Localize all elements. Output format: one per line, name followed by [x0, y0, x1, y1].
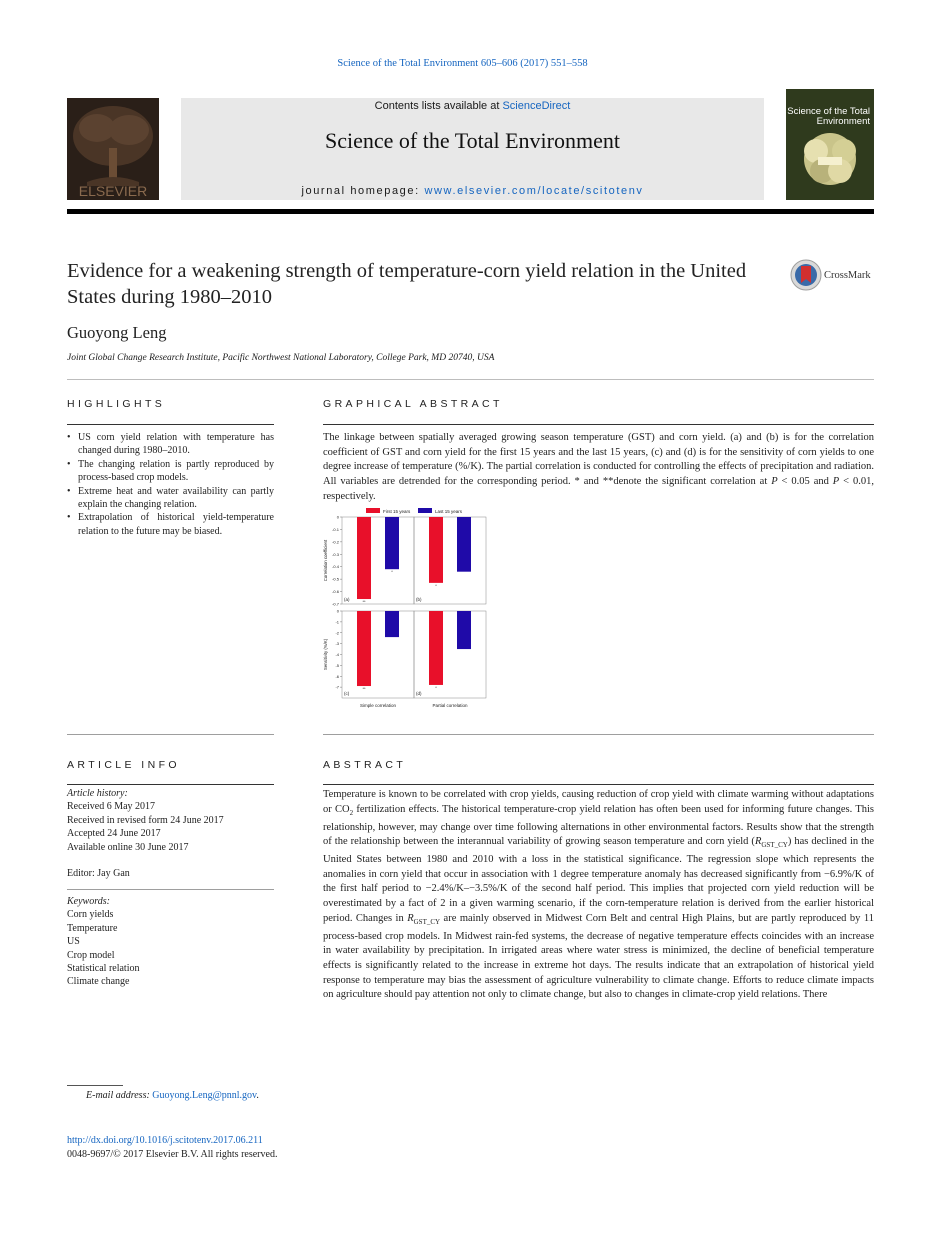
abstract-text: Temperature is known to be correlated with crop yields, causing reduction of crop yield with climate warming without adaptations or $CO_2$ fertilization effects. The historical temperature-crop yield relation has often been used for informing future changes. This relationship, however, may change over time following alternations in other environmental factors. Results show that the strength of the relationship between the interannual variability of growing season temperature and corn yield $(R_{GST\_CY})$ has declined in the United States between 1980 and 2010 with a loss in the statistical significance. The regression slope which represents the anomalies in corn yield that occur in association with 1 degree temperature anomaly has decreased significantly from −6.9%/K of the first half period to −2.4%/K–−3.5%/K of the second half period. This implies that projected corn yield reduction will be overestimated by a fact of 2 in a given warming scenario, if the corn-temperature relation is derived from the earlier historical period. Changes in $R_{GST\_CY}$ are mainly observed in Midwest Corn Belt and central High Plains, but are partly reproduced by 11 process-based crop models. In Midwest rain-fed systems, the decrease of negative temperature effects coincides with an increase in water availability by precipitation. In irrigated areas where water stress is minimized, the decline of beneficial temperature effects is significantly related to the increase in extreme hot days. The results indicate that an extrapolation of historical yield response to temperature may bias the assessment of agriculture vulnerability to climate change. Efforts to reduce climate impacts on agriculture should pay attention not only to climate change, but also to changes in climate-crop yield relations. There: [323, 789, 874, 1001]
keywords-rule: [67, 889, 274, 890]
article-info-rule: [67, 784, 274, 785]
bar-last-15-years: [385, 611, 399, 637]
panel-label: (b): [416, 597, 422, 602]
chart-panel-frame: [342, 611, 414, 698]
article-title: Evidence for a weakening strength of temperature-corn yield relation in the United States during 1980–2010: [67, 260, 747, 308]
email-link[interactable]: Guoyong.Leng@pnnl.gov: [152, 1090, 257, 1101]
graphical-abstract-rule: [323, 424, 874, 425]
revised-date: Received in revised form 24 June 2017: [67, 814, 224, 826]
keywords-label: Keywords:: [67, 896, 110, 907]
accepted-date: Accepted 24 June 2017: [67, 828, 161, 840]
legend-label-last: Last 15 years: [435, 509, 463, 514]
significance-mark: *: [435, 684, 437, 690]
y-axis-label: Correlation coefficient: [323, 539, 328, 582]
legend-swatch-first: [366, 508, 380, 513]
significance-mark: *: [435, 582, 437, 588]
keyword-item: Temperature: [67, 922, 118, 934]
keyword-item: Climate change: [67, 976, 130, 988]
highlights-heading: HIGHLIGHTS: [67, 398, 166, 410]
cover-title: Science of the Total Environment: [787, 106, 870, 127]
doi-link[interactable]: http://dx.doi.org/10.1016/j.scitotenv.2017.06.211: [67, 1135, 263, 1146]
y-tick-label: -1: [335, 619, 339, 625]
chart-panel-frame: [414, 517, 486, 604]
significance-mark: **: [362, 686, 366, 692]
bar-first-15-years: [357, 611, 371, 686]
journal-citation[interactable]: Science of the Total Environment 605–606 (2017) 551–558: [337, 58, 588, 69]
article-info-top-rule: [67, 734, 274, 735]
author-name: Guoyong Leng: [67, 323, 167, 342]
title-divider: [67, 379, 874, 380]
y-tick-label: 0: [336, 608, 339, 614]
y-tick-label: -0.6: [332, 589, 339, 595]
crossmark-label: CrossMark: [824, 270, 871, 281]
crossmark-icon: [790, 259, 822, 291]
copyright-line: 0048-9697/© 2017 Elsevier B.V. All rights reserved.: [67, 1149, 278, 1160]
y-axis-label: Sensitivity (%/K): [323, 638, 328, 671]
crossmark-badge[interactable]: [790, 259, 876, 293]
significance-mark: **: [362, 599, 366, 605]
highlight-item: • The changing relation is partly reproduced by process-based crop models.: [67, 458, 274, 485]
abstract-heading: ABSTRACT: [323, 759, 407, 771]
abstract-rule: [323, 784, 874, 785]
history-label: Article history:: [67, 788, 128, 799]
significance-mark: *: [391, 569, 393, 575]
keyword-item: Corn yields: [67, 909, 114, 921]
highlight-item: • Extrapolation of historical yield-temperature relation to the future may be biased.: [67, 511, 274, 538]
highlights-rule: [67, 424, 274, 425]
x-axis-label-simple: Simple correlation: [359, 703, 397, 708]
y-tick-label: -0.2: [332, 539, 339, 545]
elsevier-logo: [67, 98, 159, 200]
bar-first-15-years: [357, 517, 371, 599]
y-tick-label: -4: [335, 652, 339, 657]
panel-label: (d): [416, 691, 422, 696]
footnote-rule: [67, 1085, 123, 1086]
bar-first-15-years: [429, 611, 443, 685]
legend-label-first: First 15 years: [383, 509, 411, 514]
online-date: Available online 30 June 2017: [67, 841, 189, 853]
bar-last-15-years: [385, 517, 399, 569]
journal-cover: [786, 89, 874, 200]
y-tick-label: -0.4: [332, 564, 339, 570]
x-axis-label-partial: Partial correlation: [432, 703, 468, 708]
sciencedirect-link[interactable]: ScienceDirect: [502, 100, 571, 112]
elsevier-tree-icon: [67, 98, 159, 200]
y-tick-label: -5: [335, 662, 339, 668]
keyword-item: Crop model: [67, 949, 115, 961]
bar-first-15-years: [429, 517, 443, 583]
journal-banner: [181, 98, 764, 200]
legend-swatch-last: [418, 508, 432, 513]
publisher-logo-text: ELSEVIER: [78, 183, 148, 199]
email-footnote: E-mail address: Guoyong.Leng@pnnl.gov.: [86, 1090, 259, 1101]
y-tick-label: -0.5: [332, 576, 339, 582]
y-tick-label: -0.3: [332, 551, 339, 557]
highlight-item: • US corn yield relation with temperature has changed during 1980–2010.: [67, 431, 274, 458]
y-tick-label: -0.7: [332, 601, 339, 607]
article-history: [67, 787, 274, 854]
y-tick-label: -6: [335, 673, 339, 679]
y-tick-label: -3: [335, 641, 339, 647]
header-divider: [67, 209, 874, 214]
y-tick-label: -2: [335, 630, 339, 636]
article-info-heading: ARTICLE INFO: [67, 759, 180, 771]
bar-last-15-years: [457, 517, 471, 572]
keyword-item: US: [67, 936, 80, 948]
y-tick-label: -0.1: [332, 526, 339, 532]
chart-panel-frame: [342, 517, 414, 604]
homepage-link[interactable]: www.elsevier.com/locate/scitotenv: [424, 185, 644, 197]
chart-panel-frame: [414, 611, 486, 698]
highlight-item: • Extreme heat and water availability can partly explain the changing relation.: [67, 485, 274, 512]
author-affiliation: Joint Global Change Research Institute, Pacific Northwest National Laboratory, College Park, MD 20740, USA: [67, 353, 495, 363]
graphical-abstract-text: The linkage between spatially averaged growing season temperature (GST) and corn yield. (a) and (b) is for the correlation coefficient of GST and corn yield for the first 15 years and the last 15 years, (c) and (d) is for the sensitivity of corn yields to one degree increase of temperature (%/K). The partial correlation is conducted for controlling the effects of precipitation and radiation. All variables are detrended for the corresponding period. * and **denote the significant correlation at P < 0.05 and P < 0.01, respectively.: [323, 432, 875, 502]
graphical-abstract-chart: [322, 506, 488, 710]
panel-label: (c): [344, 691, 350, 696]
abstract-top-rule: [323, 734, 874, 735]
bar-last-15-years: [457, 611, 471, 649]
graphical-abstract-heading: GRAPHICAL ABSTRACT: [323, 398, 503, 410]
journal-title: Science of the Total Environment: [325, 128, 620, 153]
received-date: Received 6 May 2017: [67, 801, 156, 813]
highlights-list: [67, 431, 274, 538]
panel-label: (a): [344, 597, 350, 602]
keyword-item: Statistical relation: [67, 963, 140, 975]
y-tick-label: -7: [335, 684, 339, 690]
keywords-block: [67, 895, 274, 989]
contents-line: Contents lists available at ScienceDirect: [374, 100, 571, 112]
editor-line: Editor: Jay Gan: [67, 868, 130, 879]
y-tick-label: 0: [336, 514, 339, 520]
journal-homepage: journal homepage: www.elsevier.com/locate/scitotenv: [301, 185, 644, 197]
